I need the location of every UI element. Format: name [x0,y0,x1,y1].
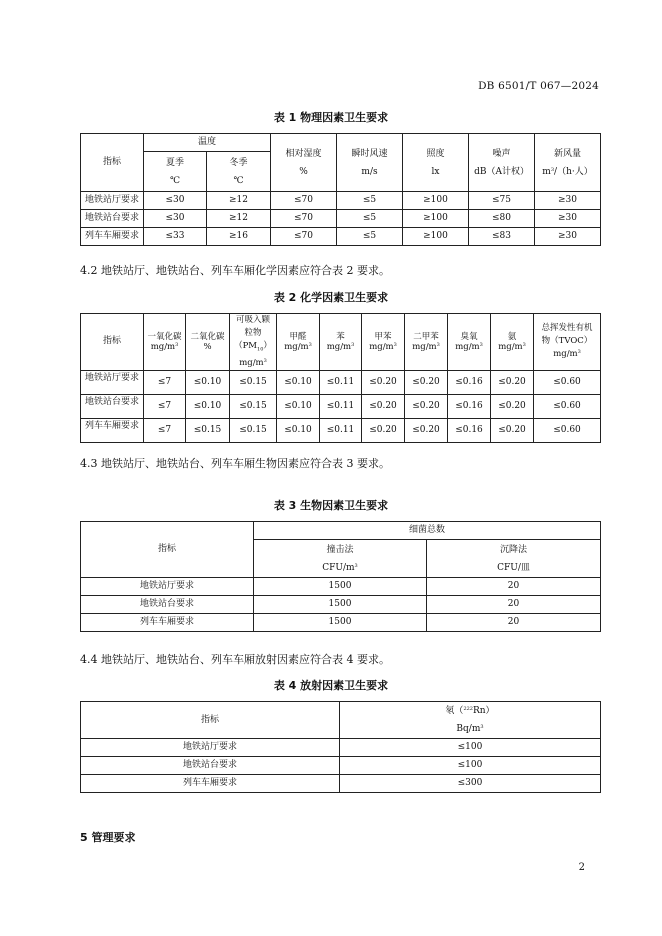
page-number: 2 [578,862,585,873]
t4-header-indicator: 指标 [81,702,340,739]
t3-header-bacteria: 细菌总数 [254,522,601,540]
t2-header-ammonia: 氨 $mg/m^3$ [491,314,534,371]
table-row: 地铁站台要求 ≤30 ≥12 ≤70 ≤5 ≥100 ≤80 ≥30 [81,210,601,228]
paragraph-4-2: 4.2 地铁站厅、地铁站台、列车车厢化学因素应符合表 2 要求。 [80,264,390,277]
t3-header-indicator: 指标 [81,522,254,578]
table-row: 地铁站台要求 1500 20 [81,596,601,614]
t2-header-formaldehyde: 甲醛 $mg/m^3$ [277,314,320,371]
t4-header-radon: 氡（$^{222}$Rn） $Bq/m^3$ [340,702,601,739]
t1-header-indicator: 指标 [81,134,144,192]
paragraph-4-3: 4.3 地铁站厅、地铁站台、列车车厢生物因素应符合表 3 要求。 [80,457,390,470]
t2-header-co2: 二氧化碳 % [186,314,230,371]
t2-header-indicator: 指标 [81,314,144,371]
t2-header-tvoc: 总挥发性有机 物（TVOC） $mg/m^3$ [534,314,601,371]
t2-header-ozone: 臭氧 $mg/m^3$ [448,314,491,371]
table2-caption: 表 2 化学因素卫生要求 [273,291,389,304]
t3-header-impact: 撞击法 CFU/$m^3$ [254,540,427,578]
t1-header-summer: 夏季 ℃ [144,152,207,192]
t2-header-toluene: 甲苯 $mg/m^3$ [362,314,405,371]
table-row: 列车车厢要求 ≤33 ≥16 ≤70 ≤5 ≥100 ≤83 ≥30 [81,228,601,246]
biological-factors-table [80,521,601,632]
radiation-factors-table [80,701,601,793]
t2-header-xylene: 二甲苯 $mg/m^3$ [405,314,448,371]
table-row: 地铁站厅要求 ≤30 ≥12 ≤70 ≤5 ≥100 ≤75 ≥30 [81,192,601,210]
table-row: 列车车厢要求 1500 20 [81,614,601,632]
t1-header-noise: 噪声 dB（A计权） [469,134,535,192]
t2-header-benzene: 苯 $mg/m^3$ [320,314,362,371]
t3-header-settle: 沉降法 CFU/皿 [427,540,601,578]
table-row: 列车车厢要求 ≤7 ≤0.15 ≤0.15 ≤0.10 ≤0.11 ≤0.20 ≤0.20 ≤0.16 ≤0.20 ≤0.60 [81,418,601,442]
table1-caption: 表 1 物理因素卫生要求 [273,111,389,124]
chemical-factors-table [80,313,601,443]
t1-header-wind: 瞬时风速 m/s [337,134,403,192]
table-row: 地铁站台要求 ≤7 ≤0.10 ≤0.15 ≤0.10 ≤0.11 ≤0.20 ≤0.20 ≤0.16 ≤0.20 ≤0.60 [81,394,601,418]
paragraph-4-4: 4.4 地铁站厅、地铁站台、列车车厢放射因素应符合表 4 要求。 [80,653,390,666]
table3-caption: 表 3 生物因素卫生要求 [273,499,389,512]
t1-header-illuminance: 照度 lx [403,134,469,192]
table4-caption: 表 4 放射因素卫生要求 [273,679,389,692]
standard-code: DB 6501/T 067—2024 [478,80,599,92]
section-5-heading: 5 管理要求 [80,831,136,844]
table-row: 地铁站厅要求 ≤100 [81,739,601,757]
table-row: 地铁站厅要求 1500 20 [81,578,601,596]
table-row: 列车车厢要求 ≤300 [81,775,601,793]
physical-factors-table [80,133,601,246]
table-row: 地铁站台要求 ≤100 [81,757,601,775]
t1-header-humidity: 相对湿度 % [271,134,337,192]
table-row: 地铁站厅要求 ≤7 ≤0.10 ≤0.15 ≤0.10 ≤0.11 ≤0.20 ≤0.20 ≤0.16 ≤0.20 ≤0.60 [81,370,601,394]
t1-header-temperature: 温度 [144,134,271,152]
t1-header-fresh-air: 新风量 $m^3/(h\cdot$人） [535,134,601,192]
t1-header-winter: 冬季 ℃ [207,152,271,192]
t2-header-co: 一氧化碳 $mg/m^3$ [144,314,186,371]
t2-header-pm10: 可吸入颗 粒物$(PM_{10})$ $mg/m^3$ [230,314,277,371]
